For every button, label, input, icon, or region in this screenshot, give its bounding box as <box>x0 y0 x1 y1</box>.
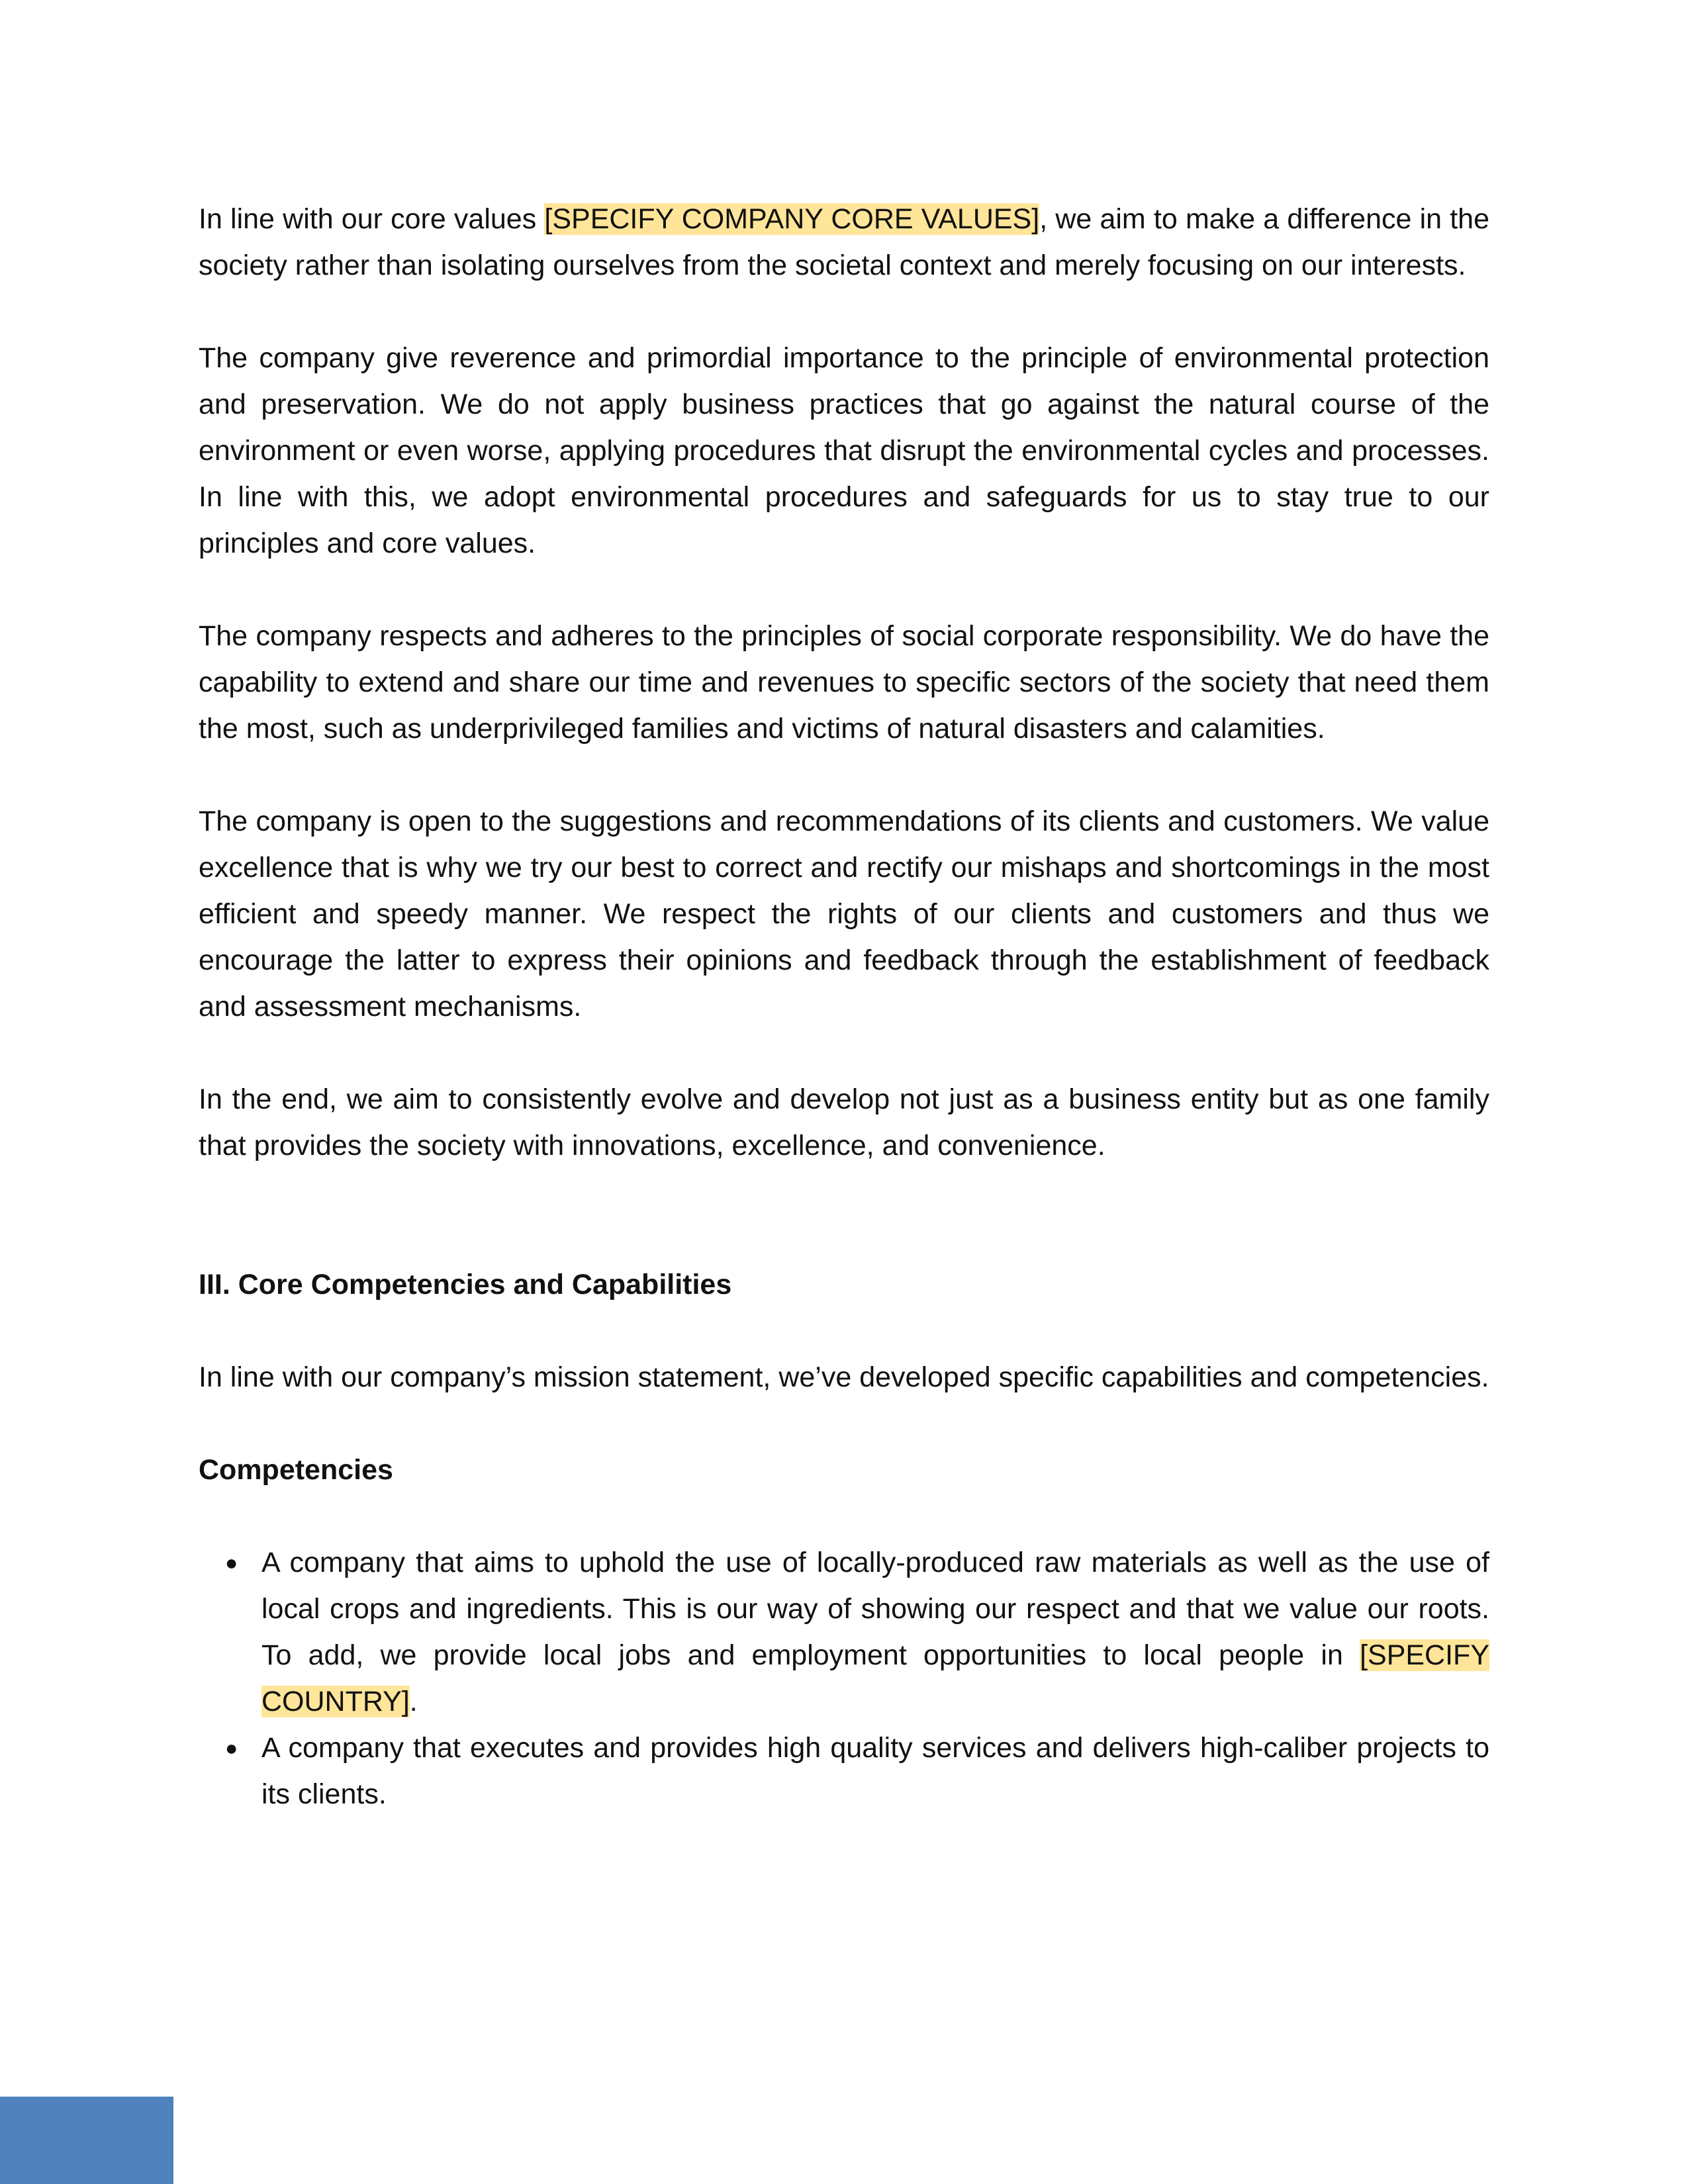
list-item-text: A company that aims to uphold the use of locally-produced raw materials as well as the use of local crops and ingredients. This is our way of showing our respect and that we value our roots. To add, we provide local jobs and employment opportunities to local people in <box>261 1547 1489 1671</box>
bullet-icon: ● <box>225 1736 238 1760</box>
section-heading: III. Core Competencies and Capabilities <box>199 1269 732 1300</box>
paragraph-text: In line with our core values <box>199 203 545 235</box>
competencies-list <box>199 1539 1489 1817</box>
list-item-text: . <box>409 1686 418 1717</box>
corner-decoration-block <box>0 2097 173 2184</box>
paragraph-customer-feedback: The company is open to the suggestions and recommendations of its clients and customers. We value excellence that is why we try our best to correct and rectify our mishaps and shortcomings in the most efficient and speedy manner. We respect the rights of our clients and customers and thus we encourage the latter to express their opinions and feedback through the establishment of feedback and assessment mechanisms. <box>199 805 1489 1023</box>
list-item <box>199 1539 1489 1725</box>
paragraph-conclusion: In the end, we aim to consistently evolve and develop not just as a business entity but as one family that provides the society with innovations, excellence, and convenience. <box>199 1083 1489 1161</box>
paragraph-social-responsibility: The company respects and adheres to the principles of social corporate responsibility. We do have the capability to extend and share our time and revenues to specific sectors of the society that need them the most, such as underprivileged families and victims of natural disasters and calamities. <box>199 620 1489 745</box>
paragraph-environment: The company give reverence and primordial importance to the principle of environmental protection and preservation. We do not apply business practices that go against the natural course of the environment or even worse, applying procedures that disrupt the environmental cycles and processes. In line with this, we adopt environmental procedures and safeguards for us to stay true to our principles and core values. <box>199 342 1489 559</box>
list-item-text: A company that executes and provides high quality services and delivers high-caliber projects to its clients. <box>261 1732 1489 1810</box>
paragraph-section-intro: In line with our company’s mission statement, we’ve developed specific capabilities and competencies. <box>199 1361 1489 1393</box>
placeholder-core-values[interactable]: [SPECIFY COMPANY CORE VALUES] <box>544 203 1040 235</box>
subheading-competencies: Competencies <box>199 1454 393 1486</box>
list-item <box>199 1725 1489 1817</box>
document-body <box>199 196 1489 1817</box>
placeholder-country[interactable]: [SPECIFY COUNTRY] <box>261 1639 1489 1717</box>
bullet-icon: ● <box>225 1551 238 1574</box>
paragraph-core-values <box>199 196 1489 289</box>
paragraph-text: , we aim to make a difference in the society rather than isolating ourselves from the societal context and merely focusing on our interests. <box>199 203 1490 281</box>
